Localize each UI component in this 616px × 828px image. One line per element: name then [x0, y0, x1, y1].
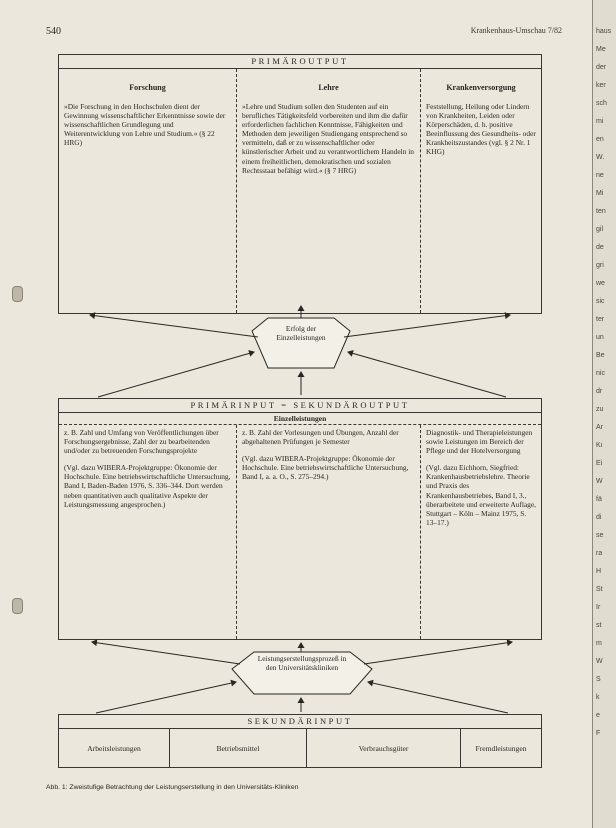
- adjacent-page-fragment: mi: [596, 118, 604, 125]
- leistungserstellung-label: Leistungserstellungsprozeß in den Universitätskliniken: [257, 654, 347, 672]
- adjacent-page-fragment: St: [596, 586, 603, 593]
- adjacent-page-fragment: se: [596, 532, 604, 539]
- arrow-to-krankenversorgung: [344, 315, 510, 337]
- adjacent-page-fragment: F: [596, 730, 601, 737]
- adjacent-page-fragment: Ei: [596, 460, 603, 467]
- krankenversorgung-leistungen-text: Diagnostik- und Therapieleistungen sowie Leistungen im Bereich der Pflege und der Hotelversorgung: [426, 428, 533, 456]
- adjacent-page-fragment: S: [596, 676, 601, 683]
- adjacent-page-fragment: sch: [596, 100, 607, 107]
- krankenversorgung-text: Feststellung, Heilung oder Lindern von Krankheiten, Leiden oder Körperschäden, d. h. positive Beeinflussung des Gesundheits- oder Krankheitszustandes (vgl. § 2 Nr. 1 KHG): [426, 102, 536, 157]
- adjacent-page-fragment: W.: [596, 154, 605, 161]
- forschung-leistungen-text: z. B. Zahl und Umfang von Veröffentlichungen über Forschungsergebnisse, Zahl der zu bearbeitenden und/oder zu betreuenden Forschungsprojekte: [64, 428, 219, 456]
- adjacent-page-fragment: ne: [596, 172, 604, 179]
- adjacent-page-fragment: Me: [596, 46, 606, 53]
- forschung-heading: Forschung: [129, 83, 166, 92]
- arrow-to-forschung: [90, 315, 258, 337]
- adjacent-page-fragment: W: [596, 478, 603, 485]
- adjacent-page-fragment: Be: [596, 352, 605, 359]
- arrow-from-forschung-input: [98, 352, 254, 397]
- figure-caption: Abb. 1: Zweistufige Betrachtung der Leistungserstellung in den Universitäts-Kliniken: [46, 784, 299, 791]
- verbrauchsgueter-cell: Verbrauchsgüter: [358, 743, 409, 753]
- adjacent-page-fragment: di: [596, 514, 602, 521]
- adjacent-page-fragment: gil: [596, 226, 604, 233]
- adjacent-page-fragment: ter: [596, 316, 605, 323]
- adjacent-page-fragment: H: [596, 568, 602, 575]
- arrow-from-arbeitsleistungen: [96, 682, 236, 713]
- page-number: 540: [46, 26, 61, 37]
- primarinput-title: PRIMÄRINPUT = SEKUNDÄROUTPUT: [59, 399, 541, 413]
- einzelleistungen-heading: Einzelleistungen: [59, 413, 541, 425]
- arrow-to-krankenversorgung-input: [364, 642, 512, 664]
- forschung-reference: (Vgl. dazu WIBERA-Projektgruppe: Ökonomie der Hochschule. Eine betriebswirtschaftliche Untersuchung, Band I, Baden-Baden 1976, S. 336–344. Dort werden neben quantitativen auch qualitative Aspekte der Leistungsmessung angesprochen.): [64, 463, 231, 509]
- fremdleistungen-cell: Fremdleistungen: [475, 743, 527, 753]
- adjacent-page-fragment: k: [596, 694, 600, 701]
- adjacent-page-fragment: un: [596, 334, 604, 341]
- adjacent-page-fragment: gri: [596, 262, 604, 269]
- betriebsmittel-cell: Betriebsmittel: [216, 743, 260, 753]
- adjacent-page-fragment: en: [596, 136, 604, 143]
- adjacent-page-fragment: Mi: [596, 190, 604, 197]
- adjacent-page-fragment: m: [596, 640, 602, 647]
- adjacent-page-fragment: e: [596, 712, 600, 719]
- adjacent-page-fragment: ker: [596, 82, 606, 89]
- adjacent-page-fragment: ten: [596, 208, 606, 215]
- adjacent-page-fragment: de: [596, 244, 604, 251]
- adjacent-page-fragment: zu: [596, 406, 604, 413]
- krankenversorgung-reference: (Vgl. dazu Eichhorn, Siegfried: Krankenhausbetriebslehre. Theorie und Praxis des Krankenhausbetriebes, Band I, 3., überarbeitete und erweiterte Auflage, Stuttgart – Köln – Mainz 1975, S. 13–17.): [426, 463, 536, 527]
- sekundarinput-title: SEKUNDÄRINPUT: [59, 715, 541, 729]
- adjacent-page-fragment: nic: [596, 370, 605, 377]
- adjacent-page-fragment: haus: [596, 28, 612, 35]
- adjacent-page-fragment: dr: [596, 388, 603, 395]
- forschung-text: »Die Forschung in den Hochschulen dient der Gewinnung wissenschaftlicher Erkenntnisse sowie der wissenschaftlichen Grundlegung und Weiterentwicklung von Lehre und Studium.« (§ 22 HRG): [64, 102, 226, 148]
- lehre-heading: Lehre: [318, 83, 339, 92]
- adjacent-page-strip: [592, 0, 616, 828]
- adjacent-page-fragment: ra: [596, 550, 603, 557]
- running-head: Krankenhaus-Umschau 7/82: [470, 26, 562, 35]
- adjacent-page-fragment: st: [596, 622, 602, 629]
- adjacent-page-fragment: der: [596, 64, 607, 71]
- adjacent-page-fragment: we: [596, 280, 605, 287]
- adjacent-page-fragment: sic: [596, 298, 605, 305]
- arrow-from-krankenversorgung-input: [348, 352, 506, 397]
- adjacent-page-fragment: W: [596, 658, 603, 665]
- lehre-text: »Lehre und Studium sollen den Studenten auf ein berufliches Tätigkeitsfeld vorbereiten und ihm die dafür erforderlichen fachlichen Kenntnisse, Fähigkeiten und Methoden dem jeweiligen Studiengang entsprechend so vermitteln, daß er zu wissenschaftlicher oder künstlerischer Arbeit und zu verantwortlichem Handeln in einem freiheitlichen, demokratischen und sozialen Rechtsstaat befähigt wird.« (§ 7 HRG): [242, 102, 414, 175]
- erfolg-label: Erfolg der Einzelleistungen: [276, 324, 326, 342]
- arrow-to-forschung-input: [92, 642, 240, 664]
- arrow-from-fremdleistungen: [368, 682, 508, 713]
- adjacent-page-fragment: Ar: [596, 424, 603, 431]
- primaroutput-title: PRIMÄROUTPUT: [59, 55, 541, 69]
- lehre-reference: (Vgl. dazu WIBERA-Projektgruppe: Ökonomie der Hochschule. Eine betriebswirtschaftliche Untersuchung, Band I, a. a. O., S. 275–294.): [242, 454, 409, 482]
- krankenversorgung-heading: Krankenversorgung: [446, 83, 516, 92]
- adjacent-page-fragment: Kı: [596, 442, 603, 449]
- lehre-leistungen-text: z. B. Zahl der Vorlesungen und Übungen, Anzahl der abgehaltenen Prüfungen je Semester: [242, 428, 399, 447]
- adjacent-page-fragment: fä: [596, 496, 602, 503]
- adjacent-page-fragment: Ir: [596, 604, 601, 611]
- arbeitsleistungen-cell: Arbeitsleistungen: [87, 743, 141, 753]
